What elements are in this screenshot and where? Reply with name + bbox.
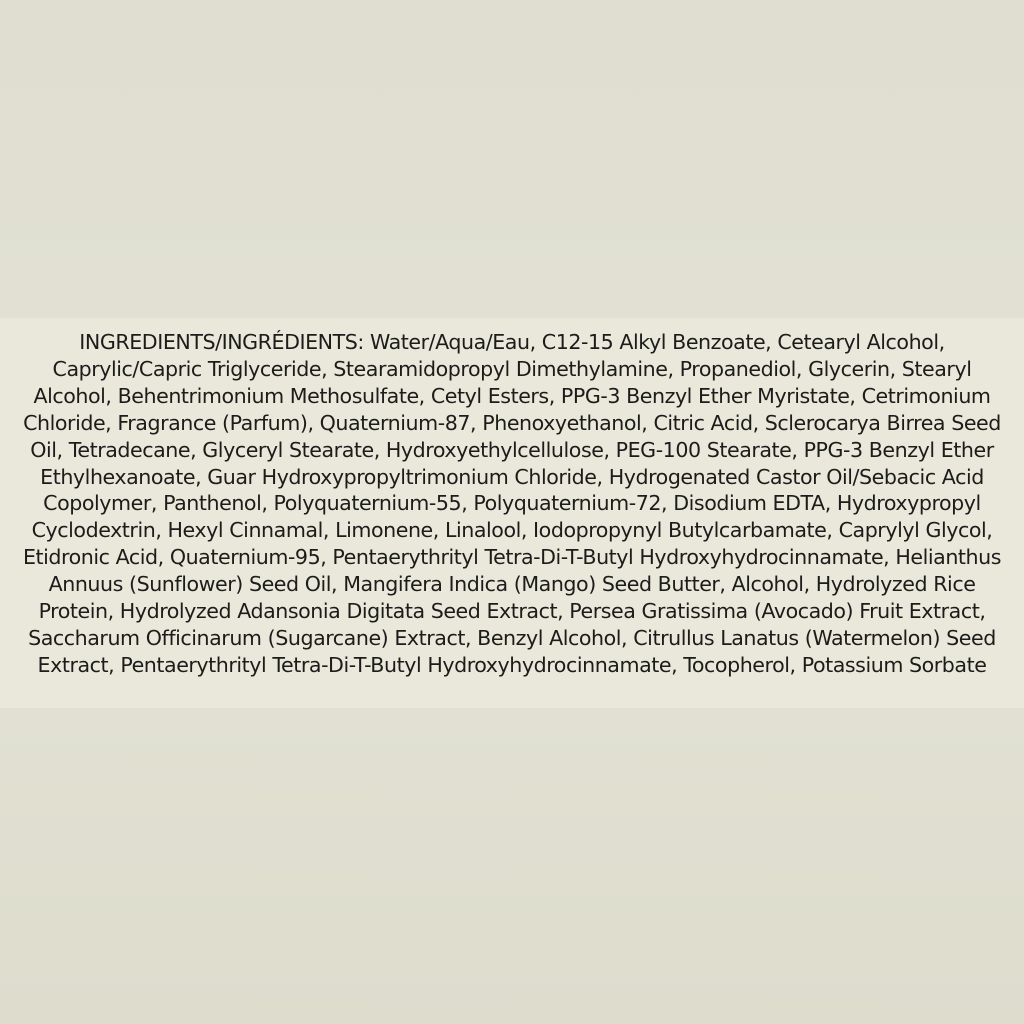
ingredients-line-4: Chloride, Fragrance (Parfum), Quaternium-87, Phenoxyethanol, Citric Acid, Sclerocarya Birrea Seed bbox=[23, 410, 1001, 435]
ingredients-line-13: Extract, Pentaerythrityl Tetra-Di-T-Butyl Hydroxyhydrocinnamate, Tocopherol, Potassium Sorbate bbox=[37, 652, 987, 677]
background-bottom bbox=[0, 708, 1024, 1024]
ingredients-line-8: Cyclodextrin, Hexyl Cinnamal, Limonene, Linalool, Iodopropynyl Butylcarbamate, Caprylyl Glycol, bbox=[31, 518, 993, 543]
ingredients-line-1: INGREDIENTS/INGRÉDIENTS: Water/Aqua/Eau, C12-15 Alkyl Benzoate, Cetearyl Alcohol, bbox=[79, 330, 945, 354]
ingredients-line-10: Annuus (Sunflower) Seed Oil, Mangifera Indica (Mango) Seed Butter, Alcohol, Hydrolyzed Rice bbox=[48, 572, 976, 597]
background-top bbox=[0, 0, 1024, 318]
ingredients-line-2: Caprylic/Capric Triglyceride, Stearamidopropyl Dimethylamine, Propanediol, Glycerin, Stearyl bbox=[52, 356, 972, 381]
ingredients-line-5: Oil, Tetradecane, Glyceryl Stearate, Hydroxyethylcellulose, PEG-100 Stearate, PPG-3 Benzyl Ether bbox=[30, 437, 994, 462]
ingredients-line-7: Copolymer, Panthenol, Polyquaternium-55, Polyquaternium-72, Disodium EDTA, Hydroxypropyl bbox=[43, 491, 981, 516]
ingredients-list bbox=[4, 329, 1020, 679]
ingredients-line-11: Protein, Hydrolyzed Adansonia Digitata Seed Extract, Persea Gratissima (Avocado) Fruit Extract, bbox=[38, 599, 986, 624]
ingredients-line-3: Alcohol, Behentrimonium Methosulfate, Cetyl Esters, PPG-3 Benzyl Ether Myristate, Cetrimonium bbox=[33, 383, 991, 408]
ingredients-line-6: Ethylhexanoate, Guar Hydroxypropyltrimonium Chloride, Hydrogenated Castor Oil/Sebacic Acid bbox=[40, 464, 984, 489]
ingredients-line-9: Etidronic Acid, Quaternium-95, Pentaerythrityl Tetra-Di-T-Butyl Hydroxyhydrocinnamate, Helianthus bbox=[22, 545, 1002, 570]
ingredients-line-12: Saccharum Officinarum (Sugarcane) Extract, Benzyl Alcohol, Citrullus Lanatus (Watermelon) Seed bbox=[28, 625, 996, 650]
